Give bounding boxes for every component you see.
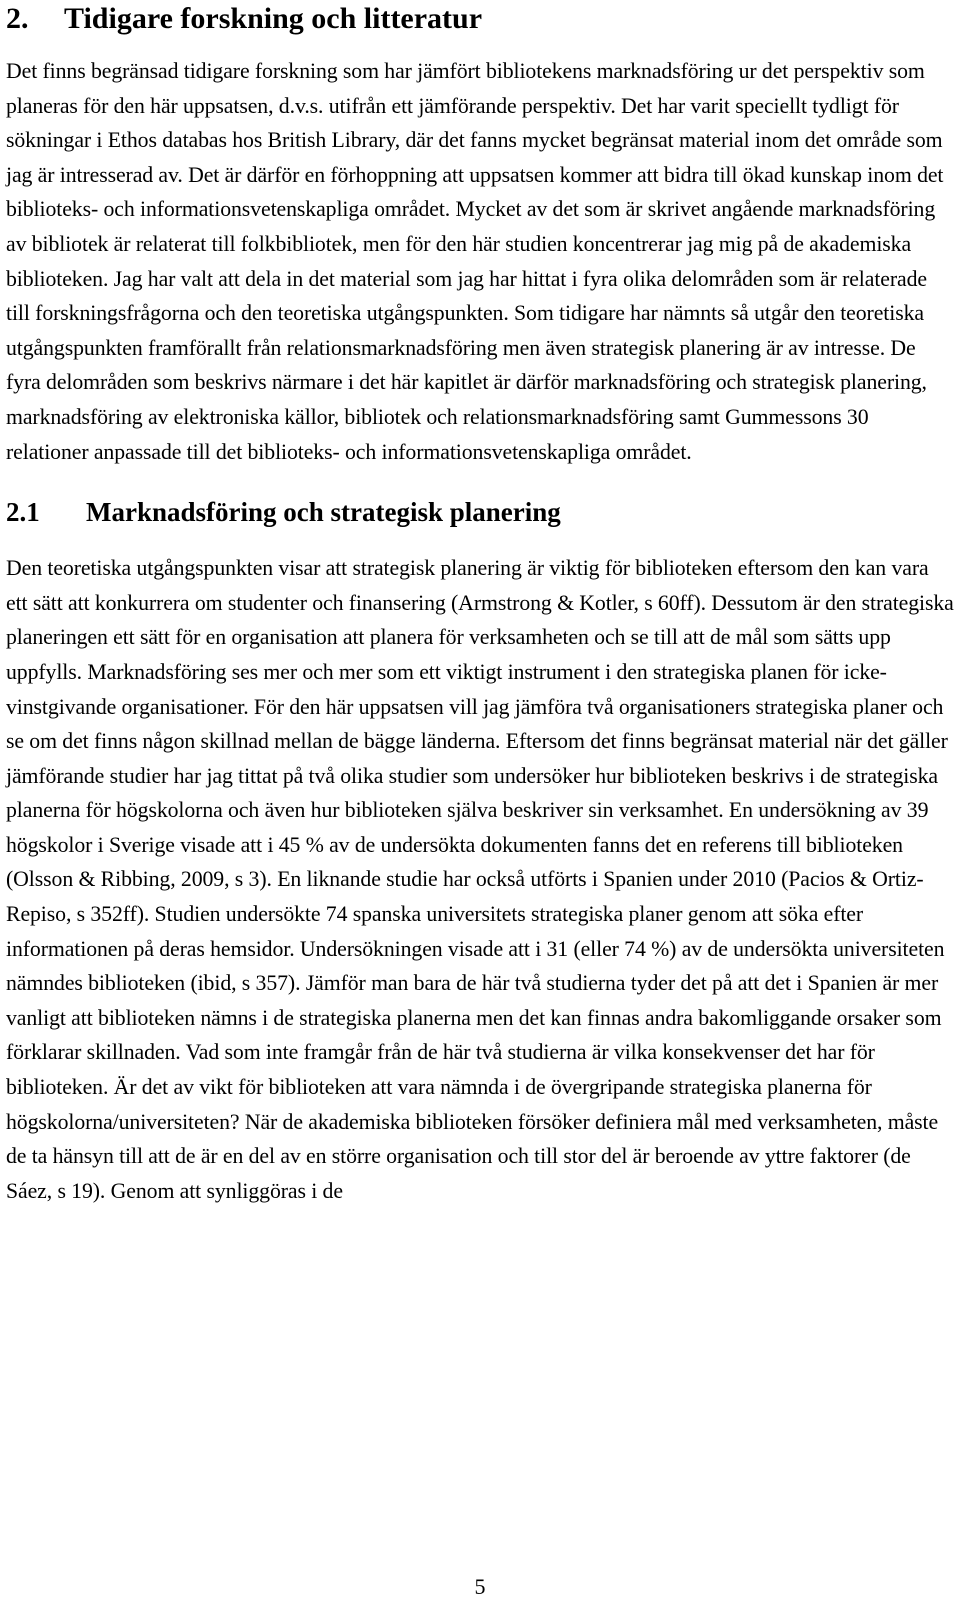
marketing-paragraph: Den teoretiska utgångspunkten visar att strategisk planering är viktig för biblioteken eftersom den kan vara ett sätt att konkurrera om studenter och finansering (Armstrong & Kotler, s 60ff). Dessutom är den strategiska planeringen ett sätt för en organisation att planera för verksamheten och se till att de mål som sätts upp uppfylls. Marknadsföring ses mer och mer som ett viktigt instrument i den strategiska planen för icke-vinstgivande organisationer. För den här uppsatsen vill jag jämföra två organisationers strategiska planer och se om det finns någon skillnad mellan de bägge länderna. Eftersom det finns begränsat material när det gäller jämförande studier har jag tittat på två olika studier som undersöker hur biblioteken beskrivs i de strategiska planerna för högskolorna och även hur biblioteken själva beskriver sin verksamhet. En undersökning av 39 högskolor i Sverige visade att i 45 % av de undersökta dokumenten fanns det en referens till biblioteken (Olsson & Ribbing, 2009, s 3). En liknande studie har också utförts i Spanien under 2010 (Pacios & Ortiz-Repiso, s 352ff). Studien undersökte 74 spanska universitets strategiska planer genom att söka efter informationen på deras hemsidor. Undersökningen visade att i 31 (eller 74 %) av de undersökta universiteten nämndes biblioteken (ibid, s 357). Jämför man bara de här två studierna tyder det på att det i Spanien är mer vanligt att biblioteken nämns i de strategiska planerna men det kan finnas andra bakomliggande orsaker som förklarar skillnaden. Vad som inte framgår från de här två studierna är vilka konsekvenser det har för biblioteken. Är det av vikt för biblioteken att vara nämnda i de övergripande strategiska planerna för högskolorna/universiteten? När de akademiska biblioteken försöker definiera mål med verksamheten, måste de ta hänsyn till att de är en del av en större organisation och till stor del är beroende av yttre faktorer (de Sáez, s 19). Genom att synliggöras i de [6,556,954,1203]
subsection-title: Marknadsföring och strategisk planering [86,497,561,528]
subsection-heading [6,495,954,529]
section-title: Tidigare forskning och litteratur [64,2,483,35]
document-page [6,0,954,1208]
page-number: 5 [474,1574,486,1599]
subsection-number: 2.1 [6,497,40,528]
intro-paragraph: Det finns begränsad tidigare forskning som har jämfört bibliotekens marknadsföring ur det perspektiv som planeras för den här uppsatsen, d.v.s. utifrån ett jämförande perspektiv. Det har varit speciellt tydligt för sökningar i Ethos databas hos British Library, där det fanns mycket begränsat material inom det område som jag är intresserad av. Det är därför en förhoppning att uppsatsen kommer att bidra till ökad kunskap inom det biblioteks- och informationsvetenskapliga området. Mycket av det som är skrivet angående marknadsföring av bibliotek är relaterat till folkbibliotek, men för den här studien koncentrerar jag mig på de akademiska biblioteken. Jag har valt att dela in det material som jag har hittat i fyra olika delområden som är relaterade till forskningsfrågorna och den teoretiska utgångspunkten. Som tidigare har nämnts så utgår den teoretiska utgångspunkten framförallt från relationsmarknadsföring men även strategisk planering är av intresse. De fyra delområden som beskrivs närmare i det här kapitlet är därför marknadsföring och strategisk planering, marknadsföring av elektroniska källor, bibliotek och relationsmarknadsföring samt Gummessons 30 relationer anpassade till det biblioteks- och informationsvetenskapliga området. [6,59,944,464]
section-number: 2. [6,2,29,35]
section-heading [6,0,954,36]
